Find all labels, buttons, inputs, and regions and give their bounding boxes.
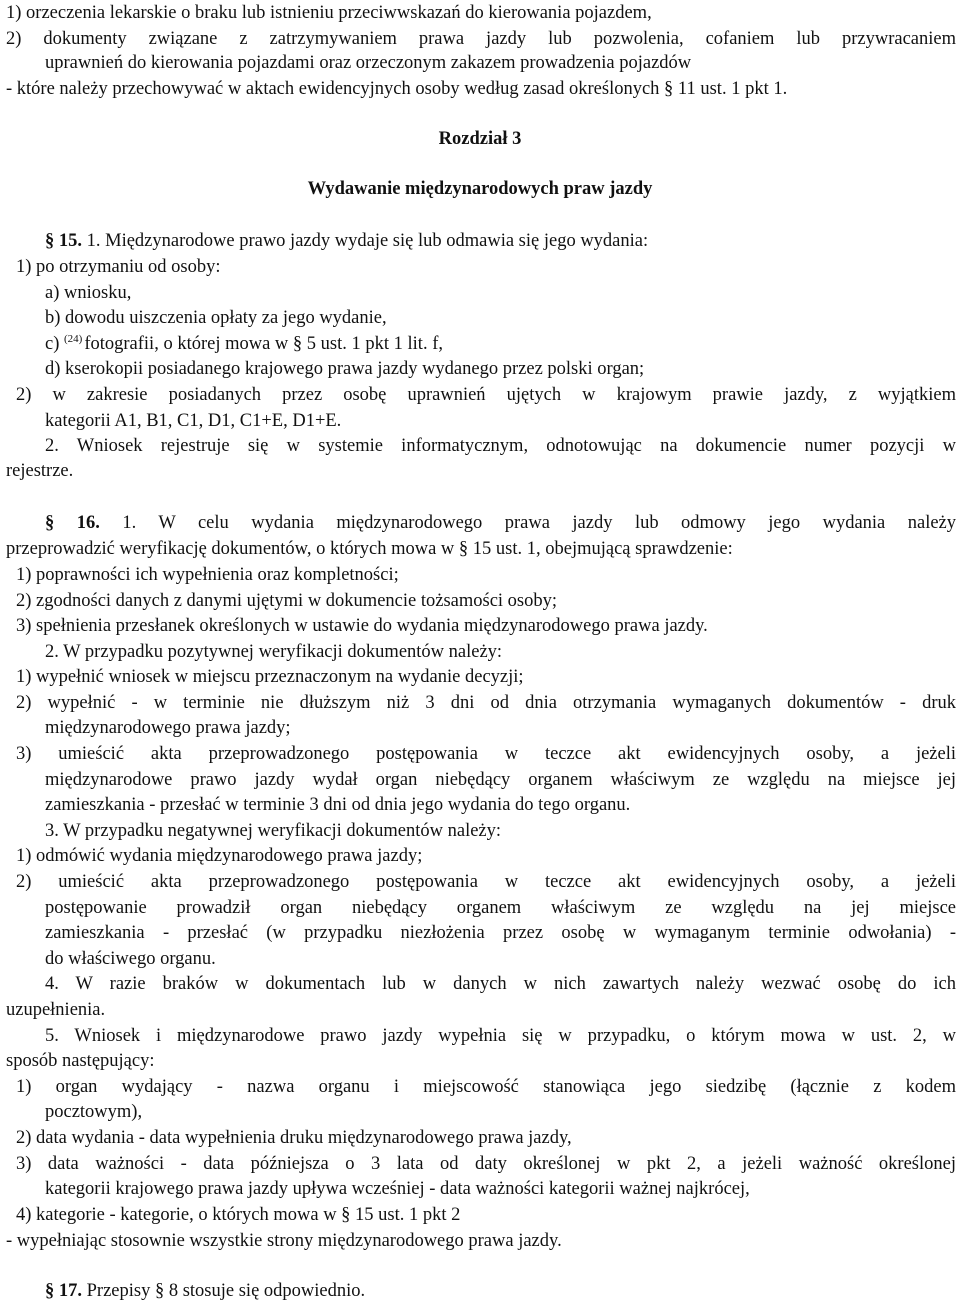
list-item: międzynarodowego prawa jazdy; — [45, 718, 291, 738]
list-item: postępowanie prowadził organ niebędący organem właściwym ze względu na jej miejsce — [45, 898, 956, 918]
list-item: 3) umieścić akta przeprowadzonego postępowania w teczce akt ewidencyjnych osoby, a jeżeli — [16, 744, 956, 764]
section-17-line — [45, 1278, 956, 1304]
paragraph-line: 1) orzeczenia lekarskie o braku lub istnieniu przeciwwskazań do kierowania pojazdem, — [6, 3, 652, 23]
list-item: do właściwego organu. — [45, 949, 216, 969]
paragraph-text: 1. Międzynarodowe prawo jazdy wydaje się lub odmawia się jego wydania: — [86, 231, 649, 251]
list-item — [45, 331, 956, 357]
list-item: zamieszkania - przesłać (w przypadku niezłożenia przez osobę w wymaganym terminie odwołania) - — [45, 923, 956, 943]
list-item: a) wniosku, — [45, 283, 132, 303]
item-marker: c) — [45, 334, 60, 354]
list-item: 2) wypełnić - w terminie nie dłuższym niż 3 dni od dnia otrzymania wymaganych dokumentów - druk — [16, 693, 956, 713]
paragraph-line: uprawnień do kierowania pojazdami oraz orzeczonym zakazem prowadzenia pojazdów — [45, 53, 692, 73]
list-item: pocztowym), — [45, 1102, 143, 1122]
list-item: 1) organ wydający - nazwa organu i miejscowość stanowiąca jego siedzibę (łącznie z kodem — [16, 1077, 956, 1097]
list-item: 1) wypełnić wniosek w miejscu przeznaczonym na wydanie decyzji; — [16, 667, 524, 687]
list-item: 2) data wydania - data wypełnienia druku międzynarodowego prawa jazdy, — [16, 1128, 572, 1148]
list-item: zamieszkania - przesłać w terminie 3 dni od dnia jego wydania do tego organu. — [45, 795, 631, 815]
list-item: 1) odmówić wydania międzynarodowego prawa jazdy; — [16, 846, 423, 866]
paragraph-line: 2. W przypadku pozytywnej weryfikacji dokumentów należy: — [45, 642, 503, 662]
list-item: 1) po otrzymaniu od osoby: — [16, 257, 221, 277]
list-item: 4) kategorie - kategorie, o których mowa w § 15 ust. 1 pkt 2 — [16, 1205, 461, 1225]
paragraph-line: 4. W razie braków w dokumentach lub w danych w nich zawartych należy wezwać osobę do ich — [45, 974, 956, 994]
paragraph-line: 2) dokumenty związane z zatrzymywaniem prawa jazdy lub pozwolenia, cofaniem lub przywracaniem — [6, 29, 956, 49]
paragraph-line: przeprowadzić weryfikację dokumentów, o których mowa w § 15 ust. 1, obejmującą sprawdzenie: — [6, 539, 733, 559]
paragraph-text: Przepisy § 8 stosuje się odpowiednio. — [86, 1281, 366, 1301]
list-item: kategorii krajowego prawa jazdy upływa wcześniej - data ważności kategorii ważnej najkrócej, — [45, 1179, 750, 1199]
section-number: § 16. — [45, 513, 100, 533]
section-number: § 15. — [45, 231, 82, 251]
list-item: 2) umieścić akta przeprowadzonego postępowania w teczce akt ewidencyjnych osoby, a jeżeli — [16, 872, 956, 892]
section-15-line — [45, 228, 956, 254]
list-item: 2) w zakresie posiadanych przez osobę uprawnień ujętych w krajowym prawie jazdy, z wyjątkiem — [16, 385, 956, 405]
list-item: 3) spełnienia przesłanek określonych w ustawie do wydania międzynarodowego prawa jazdy. — [16, 616, 708, 636]
list-item: 1) poprawności ich wypełnienia oraz kompletności; — [16, 565, 399, 585]
paragraph-line: 2. Wniosek rejestruje się w systemie informatycznym, odnotowując na dokumencie numer pozycji w — [45, 436, 956, 456]
paragraph-line: 5. Wniosek i międzynarodowe prawo jazdy wypełnia się w przypadku, o którym mowa w ust. 2, w — [45, 1026, 956, 1046]
item-text: fotografii, o której mowa w § 5 ust. 1 pkt 1 lit. f, — [84, 334, 443, 354]
section-number: § 17. — [45, 1281, 82, 1301]
list-item: d) kserokopii posiadanego krajowego prawa jazdy wydanego przez polski organ; — [45, 359, 645, 379]
section-16-line — [45, 510, 956, 536]
paragraph-line: - które należy przechowywać w aktach ewidencyjnych osoby według zasad określonych § 11 ust. 1 pkt 1. — [6, 79, 788, 99]
paragraph-line: - wypełniając stosownie wszystkie strony międzynarodowego prawa jazdy. — [6, 1231, 562, 1251]
chapter-title: Wydawanie międzynarodowych praw jazdy — [307, 179, 653, 199]
list-item: kategorii A1, B1, C1, D1, C1+E, D1+E. — [45, 411, 342, 431]
paragraph-line: uzupełnienia. — [6, 1000, 106, 1020]
chapter-number: Rozdział 3 — [438, 129, 522, 149]
list-item: 3) data ważności - data późniejsza o 3 lata od daty określonej w pkt 2, a jeżeli ważność określonej — [16, 1154, 956, 1174]
paragraph-line: sposób następujący: — [6, 1051, 155, 1071]
paragraph-line: rejestrze. — [6, 461, 74, 481]
list-item: międzynarodowe prawo jazdy wydał organ niebędący organem właściwym ze względu na miejsce jej — [45, 770, 956, 790]
list-item: b) dowodu uiszczenia opłaty za jego wydanie, — [45, 308, 387, 328]
paragraph-text: 1. W celu wydania międzynarodowego prawa jazdy lub odmowy jego wydania należy — [122, 513, 956, 533]
list-item: 2) zgodności danych z danymi ujętymi w dokumencie tożsamości osoby; — [16, 591, 558, 611]
footnote-ref: (24) — [64, 333, 83, 345]
paragraph-line: 3. W przypadku negatywnej weryfikacji dokumentów należy: — [45, 821, 502, 841]
